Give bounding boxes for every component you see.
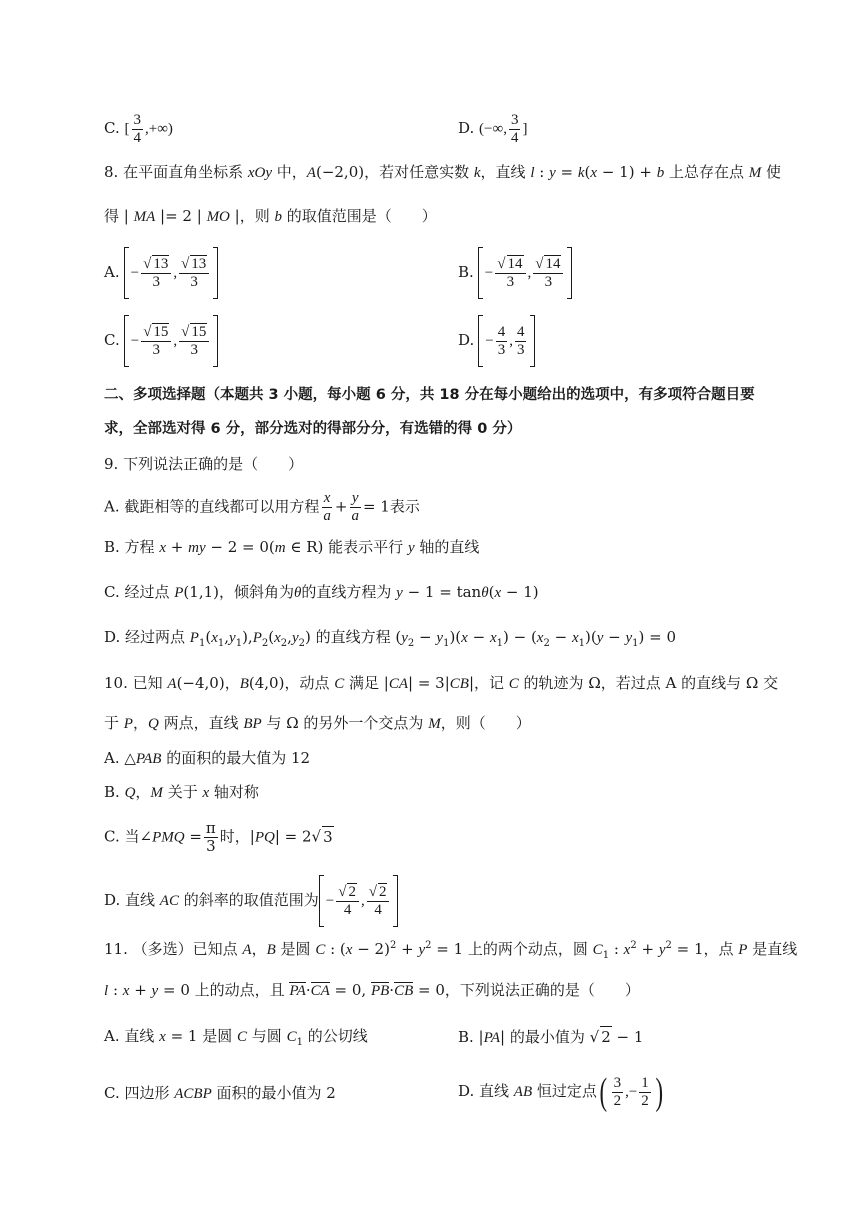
q9-option-b: B. 方程 x + my − 2 = 0(m ∈ R) 能表示平行 y 轴的直线 bbox=[104, 538, 480, 556]
q11-option-c: C. 四边形 ACBP 面积的最小值为 2 bbox=[104, 1084, 336, 1102]
q11-stem-line2: l : x + y = 0 上的动点，且 PA·CA = 0, PB·CB = 0，下列说法正确的是（ ） bbox=[104, 981, 640, 999]
q8-option-b: B. − $\frac{√ 14}{3}$ , $\frac{√ 14}{3}$ bbox=[458, 248, 572, 298]
q7-option-d-value: (−∞, $\frac{3}{4}$ ] bbox=[479, 112, 528, 146]
q8-stem-line1: 8. 在平面直角坐标系 xOy 中，A(−2,0)，若对任意实数 k，直线 l : y = k(x − 1) + b 上总存在点 M 使 bbox=[104, 163, 782, 181]
q7-option-d-label: D. bbox=[458, 118, 475, 137]
q9-option-c: C. 经过点 P(1,1)，倾斜角为θ的直线方程为 y − 1 = tanθ(x − 1) bbox=[104, 583, 539, 601]
q10-option-b: B. Q，M 关于 x 轴对称 bbox=[104, 783, 259, 801]
q9-option-a: A. 截距相等的直线都可以用方程 $\frac{x}{a}$ + $\frac{y}{a}$ = 1表示 bbox=[104, 490, 420, 524]
q9-option-d: D. 经过两点 $P_1(x_1,y_1),P_2(x_2,y_2)$ 的直线方程 $(y_2 - y_1)(x - x_1) - (x_2 - x_1)(y - y_1) = 0$ bbox=[104, 628, 677, 649]
q9-stem: 9. 下列说法正确的是（ ） bbox=[104, 455, 304, 473]
q10-stem-line2: 于 P，Q 两点，直线 BP 与 Ω 的另外一个交点为 M，则（ ） bbox=[104, 714, 531, 732]
q11-option-a: A. 直线 x = 1 是圆 C 与圆 $C_1$ 的公切线 bbox=[104, 1027, 368, 1048]
q8-stem-line2: 得 | MA |= 2 | MO |，则 b 的取值范围是（ ） bbox=[104, 207, 437, 225]
q11-option-d: D. 直线 AB 恒过定点 ( $\frac{3}{2}$ ,− $\frac{1}{2}$ ) bbox=[458, 1071, 663, 1113]
q8-option-a: A. − $\frac{√ 13}{3}$ , $\frac{√ 13}{3}$ bbox=[104, 248, 218, 298]
q7-option-c-label: C. bbox=[104, 118, 120, 137]
q10-option-a: A. △PAB 的面积的最大值为 12 bbox=[104, 749, 311, 767]
q7-option-c bbox=[104, 112, 173, 147]
section2-heading-line2: 求，全部选对得 6 分，部分选对的得部分分，有选错的得 0 分） bbox=[104, 421, 522, 437]
q10-option-c: C. 当∠PMQ = $\frac{\pi}{3}$ 时，|PQ| = 2√ 3 bbox=[104, 819, 333, 855]
section2-heading-line1: 二、多项选择题（本题共 3 小题，每小题 6 分，共 18 分在每小题给出的选项中，有多项符合题目要 bbox=[104, 387, 755, 403]
q8-option-d: D. − $\frac{4}{3}$ , $\frac{4}{3}$ bbox=[458, 316, 535, 366]
q7-option-d bbox=[458, 112, 527, 147]
q7-option-c-value: [ $\frac{3}{4}$ ,+∞) bbox=[124, 112, 173, 146]
q11-option-b: B. |PA| 的最小值为 √ 2 − 1 bbox=[458, 1028, 644, 1046]
q11-stem-line1: 11. （多选）已知点 A，B 是圆 C : $(x - 2)^2 + y^2 = 1$ 上的两个动点，圆 $C_1$ : $x^2 + y^2 = 1$，点 P 是直线 bbox=[104, 940, 798, 961]
q10-stem-line1: 10. 已知 A(−4,0)，B(4,0)，动点 C 满足 |CA| = 3|CB|，记 C 的轨迹为 Ω，若过点 A 的直线与 Ω 交 bbox=[104, 674, 779, 692]
q10-option-d: D. 直线 AC 的斜率的取值范围为 − $\frac{√ 2}{4}$ , $\frac{√ 2}{4}$ bbox=[104, 876, 398, 926]
q8-option-c: C. − $\frac{√ 15}{3}$ , $\frac{√ 15}{3}$ bbox=[104, 316, 218, 366]
